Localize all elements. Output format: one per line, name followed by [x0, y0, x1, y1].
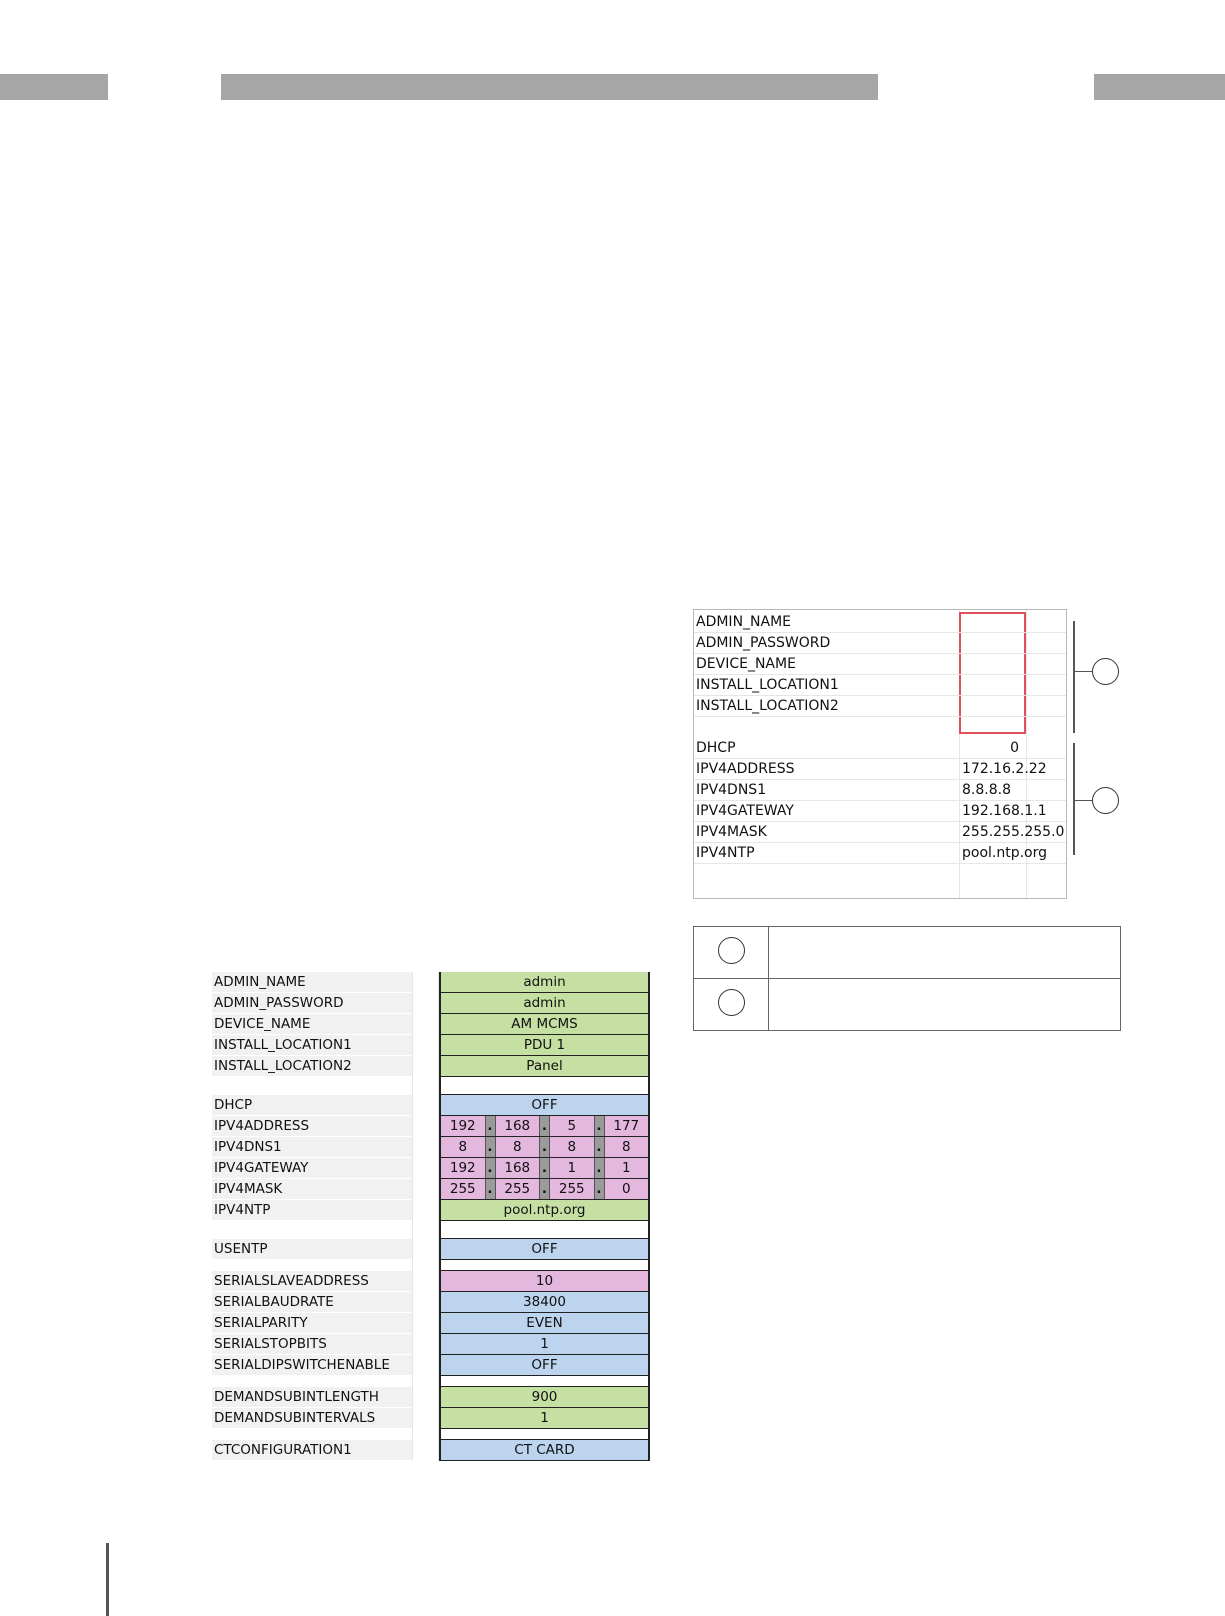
config-row: [212, 1179, 652, 1200]
empty-column: [412, 1239, 439, 1260]
config-label: SERIALPARITY: [212, 1313, 412, 1334]
octet-separator: .: [595, 1116, 605, 1136]
config-row: [212, 1292, 652, 1313]
config-row: [212, 1408, 652, 1429]
spacer-row: [212, 1260, 652, 1271]
csv-value: pool.ntp.org: [962, 845, 1048, 861]
group2-bracket: [1073, 743, 1075, 855]
octet-separator: .: [540, 1158, 550, 1178]
empty-column: [412, 1056, 439, 1077]
csv-value: 192.168.1.1: [962, 803, 1047, 819]
ip-octet[interactable]: 168: [496, 1158, 541, 1178]
config-row: [212, 1158, 652, 1179]
config-value[interactable]: 1: [439, 1334, 650, 1355]
csv-row: [694, 843, 1066, 864]
config-row: [212, 1440, 652, 1461]
octet-separator: .: [486, 1137, 496, 1157]
config-value[interactable]: 10: [439, 1271, 650, 1292]
empty-column: [412, 1137, 439, 1158]
empty-column: [412, 972, 439, 993]
config-value[interactable]: 1: [439, 1408, 650, 1429]
callout-circle-2: [1092, 787, 1119, 814]
legend-number-cell: [694, 927, 769, 979]
empty-column: [412, 1200, 439, 1221]
header-bar-left: [0, 74, 108, 100]
octet-separator: .: [595, 1137, 605, 1157]
config-row: [212, 1334, 652, 1355]
header-bar-title: [221, 74, 878, 100]
callout-circle-1: [1092, 658, 1119, 685]
config-label: SERIALDIPSWITCHENABLE: [212, 1355, 412, 1376]
csv-label: DEVICE_NAME: [696, 656, 796, 672]
csv-label: IPV4GATEWAY: [696, 803, 794, 819]
legend-description: [769, 979, 1121, 1031]
config-label: DEMANDSUBINTERVALS: [212, 1408, 412, 1429]
config-label: ADMIN_PASSWORD: [212, 993, 412, 1014]
config-row: [212, 993, 652, 1014]
config-label: DEVICE_NAME: [212, 1014, 412, 1035]
legend-row: [694, 927, 1121, 979]
ip-octet[interactable]: 1: [621, 1160, 631, 1176]
empty-column: [412, 1292, 439, 1313]
ip-octet[interactable]: 8: [621, 1139, 631, 1155]
octet-separator: .: [486, 1116, 496, 1136]
csv-row: [694, 738, 1066, 759]
config-value[interactable]: admin: [439, 972, 650, 993]
config-label: SERIALBAUDRATE: [212, 1292, 412, 1313]
csv-row: [694, 780, 1066, 801]
config-row: [212, 1035, 652, 1056]
config-value[interactable]: admin: [439, 993, 650, 1014]
ip-octet[interactable]: 8: [496, 1137, 541, 1157]
config-value[interactable]: OFF: [439, 1095, 650, 1116]
ip-octets-field[interactable]: [439, 1158, 650, 1179]
csv-row: [694, 675, 1066, 696]
config-label: INSTALL_LOCATION1: [212, 1035, 412, 1056]
config-row: [212, 1271, 652, 1292]
ip-octet[interactable]: 5: [550, 1116, 595, 1136]
empty-column: [412, 1014, 439, 1035]
csv-row: [694, 633, 1066, 654]
config-value[interactable]: pool.ntp.org: [439, 1200, 650, 1221]
empty-column: [412, 1313, 439, 1334]
legend-row: [694, 979, 1121, 1031]
config-value[interactable]: CT CARD: [439, 1440, 650, 1461]
csv-row: [694, 654, 1066, 675]
config-label: INSTALL_LOCATION2: [212, 1056, 412, 1077]
config-label: IPV4DNS1: [212, 1137, 412, 1158]
config-value[interactable]: EVEN: [439, 1313, 650, 1334]
empty-column: [412, 1158, 439, 1179]
legend-number-cell: [694, 979, 769, 1031]
config-label: IPV4MASK: [212, 1179, 412, 1200]
spacer-row: [212, 1376, 652, 1387]
ip-octet[interactable]: 0: [621, 1181, 631, 1197]
ip-octets-field[interactable]: [439, 1179, 650, 1200]
empty-column: [412, 1095, 439, 1116]
ip-octets-field[interactable]: [439, 1137, 650, 1158]
csv-row: [694, 822, 1066, 843]
config-label: DEMANDSUBINTLENGTH: [212, 1387, 412, 1408]
config-row: [212, 1116, 652, 1137]
config-spreadsheet: [212, 972, 652, 1461]
config-value[interactable]: OFF: [439, 1239, 650, 1260]
config-value[interactable]: 900: [439, 1387, 650, 1408]
empty-column: [412, 1408, 439, 1429]
config-row: [212, 1355, 652, 1376]
csv-label: DHCP: [696, 740, 736, 756]
config-row: [212, 1014, 652, 1035]
csv-value: 0: [1010, 740, 1019, 756]
ip-octet[interactable]: 8: [550, 1137, 595, 1157]
empty-column: [412, 1355, 439, 1376]
csv-label: ADMIN_PASSWORD: [696, 635, 831, 651]
octet-separator: .: [595, 1179, 605, 1199]
config-row: [212, 1387, 652, 1408]
ip-octet[interactable]: 255: [496, 1179, 541, 1199]
csv-row: [694, 696, 1066, 717]
ip-octets-field[interactable]: [439, 1116, 650, 1137]
config-value[interactable]: AM MCMS: [439, 1014, 650, 1035]
config-row: [212, 1239, 652, 1260]
octet-separator: .: [486, 1158, 496, 1178]
csv-row: [694, 801, 1066, 822]
spacer-row: [212, 1077, 652, 1095]
ip-octet[interactable]: 255: [441, 1179, 486, 1199]
config-value[interactable]: 38400: [439, 1292, 650, 1313]
config-label: USENTP: [212, 1239, 412, 1260]
config-label: CTCONFIGURATION1: [212, 1440, 412, 1461]
ip-octet[interactable]: 177: [613, 1118, 640, 1134]
config-row: [212, 1095, 652, 1116]
csv-value: 172.16.2.22: [962, 761, 1047, 777]
ip-octet[interactable]: 192: [441, 1116, 486, 1136]
config-label: SERIALSLAVEADDRESS: [212, 1271, 412, 1292]
csv-export-sheet: [693, 609, 1067, 899]
empty-column: [412, 1387, 439, 1408]
empty-column: [412, 1179, 439, 1200]
config-label: DHCP: [212, 1095, 412, 1116]
ip-octet[interactable]: 8: [441, 1137, 486, 1157]
csv-value: 8.8.8.8: [962, 782, 1011, 798]
legend-description: [769, 927, 1121, 979]
config-label: IPV4ADDRESS: [212, 1116, 412, 1137]
config-label: IPV4NTP: [212, 1200, 412, 1221]
callout-legend-table: [693, 926, 1121, 1031]
octet-separator: .: [540, 1137, 550, 1157]
csv-row: [694, 612, 1066, 633]
config-row: [212, 1137, 652, 1158]
octet-separator: .: [540, 1179, 550, 1199]
empty-column: [412, 1116, 439, 1137]
csv-label: ADMIN_NAME: [696, 614, 792, 630]
empty-column: [412, 1334, 439, 1355]
csv-row: [694, 759, 1066, 780]
config-row: [212, 1313, 652, 1334]
config-row: [212, 1056, 652, 1077]
csv-label: IPV4DNS1: [696, 782, 767, 798]
csv-label: INSTALL_LOCATION1: [696, 677, 839, 693]
ip-octet[interactable]: 1: [550, 1158, 595, 1178]
config-row: [212, 972, 652, 993]
config-value[interactable]: OFF: [439, 1355, 650, 1376]
spacer-row: [212, 1221, 652, 1239]
config-value[interactable]: Panel: [439, 1056, 650, 1077]
csv-label: IPV4ADDRESS: [696, 761, 795, 777]
empty-column: [412, 1035, 439, 1056]
group1-bracket: [1073, 621, 1075, 733]
octet-separator: .: [595, 1158, 605, 1178]
empty-column: [412, 1440, 439, 1461]
empty-column: [412, 993, 439, 1014]
legend-circle-1: [718, 937, 745, 964]
csv-label: IPV4MASK: [696, 824, 767, 840]
csv-value: 255.255.255.0: [962, 824, 1065, 840]
csv-label: IPV4NTP: [696, 845, 755, 861]
config-label: SERIALSTOPBITS: [212, 1334, 412, 1355]
ip-octet[interactable]: 168: [496, 1116, 541, 1136]
config-row: [212, 1200, 652, 1221]
ip-octet[interactable]: 192: [441, 1158, 486, 1178]
config-label: ADMIN_NAME: [212, 972, 412, 993]
csv-label: INSTALL_LOCATION2: [696, 698, 839, 714]
ip-octet[interactable]: 255: [550, 1179, 595, 1199]
config-value[interactable]: PDU 1: [439, 1035, 650, 1056]
legend-circle-2: [718, 989, 745, 1016]
spacer-row: [212, 1429, 652, 1440]
empty-column: [412, 1271, 439, 1292]
octet-separator: .: [540, 1116, 550, 1136]
config-label: IPV4GATEWAY: [212, 1158, 412, 1179]
octet-separator: .: [486, 1179, 496, 1199]
header-bar-right: [1094, 74, 1225, 100]
page-margin-rule: [106, 1543, 109, 1616]
